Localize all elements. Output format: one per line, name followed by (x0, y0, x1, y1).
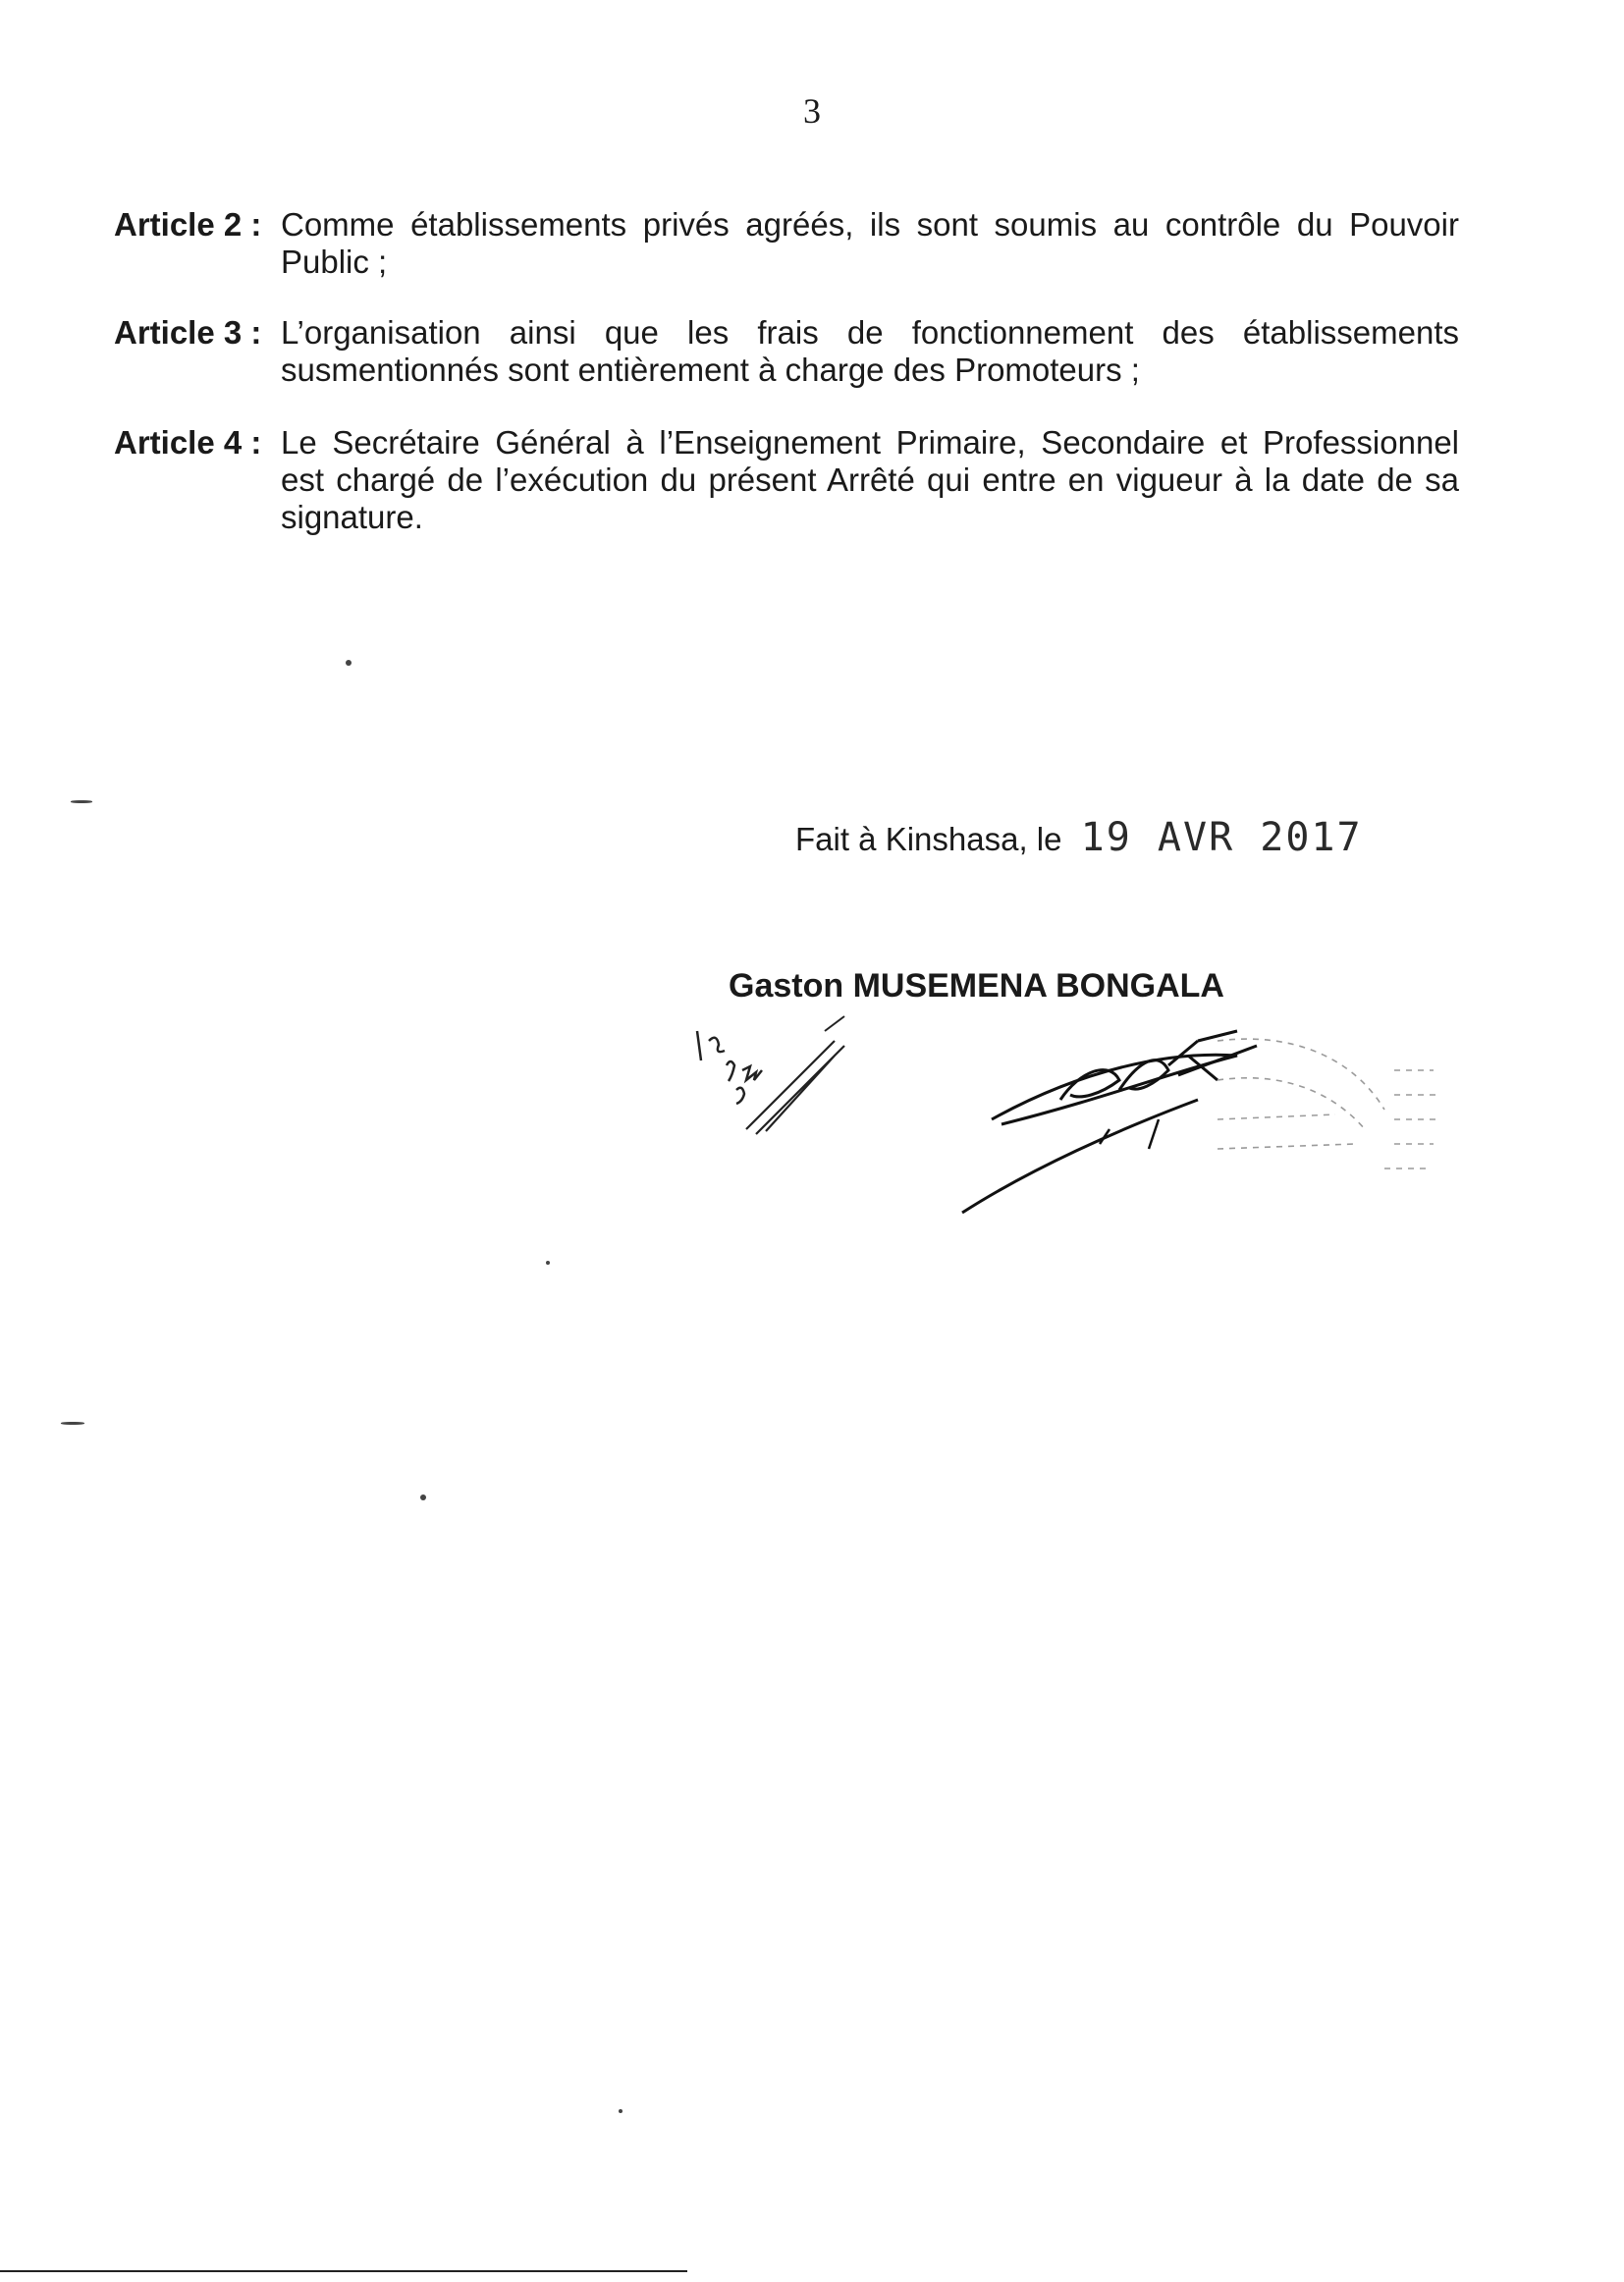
scan-speck (346, 660, 352, 666)
article-text: L’organisation ainsi que les frais de fonctionnement des établissements susmentionnés sont entièrement à charge des Promoteurs ; (281, 314, 1459, 388)
place-text: Fait à Kinshasa, le (795, 821, 1062, 857)
scan-speck (420, 1494, 426, 1500)
scan-speck (546, 1261, 550, 1265)
signatory-first-name: Gaston (729, 967, 844, 1005)
scan-speck (619, 2109, 623, 2113)
page-number: 3 (803, 91, 821, 131)
scan-speck (61, 1422, 84, 1425)
article-label: Article 4 : (114, 424, 262, 461)
article-text: Le Secrétaire Général à l’Enseignement Primaire, Secondaire et Professionnel est chargé de l’exécution du présent Arrêté qui entre en vigueur à la date de sa signature. (281, 424, 1459, 535)
signatory-name (729, 967, 1224, 1005)
signatory-last-name: MUSEMENA BONGALA (852, 967, 1224, 1005)
date-stamp: 19 AVR 2017 (1080, 815, 1363, 860)
place-and-date (795, 815, 1363, 860)
article-text: Comme établissements privés agréés, ils sont soumis au contrôle du Pouvoir Public ; (281, 206, 1459, 280)
bottom-rule (0, 2270, 687, 2272)
scan-speck (71, 800, 92, 803)
article-label: Article 3 : (114, 314, 262, 351)
signature (707, 1002, 1453, 1237)
article-label: Article 2 : (114, 206, 262, 243)
